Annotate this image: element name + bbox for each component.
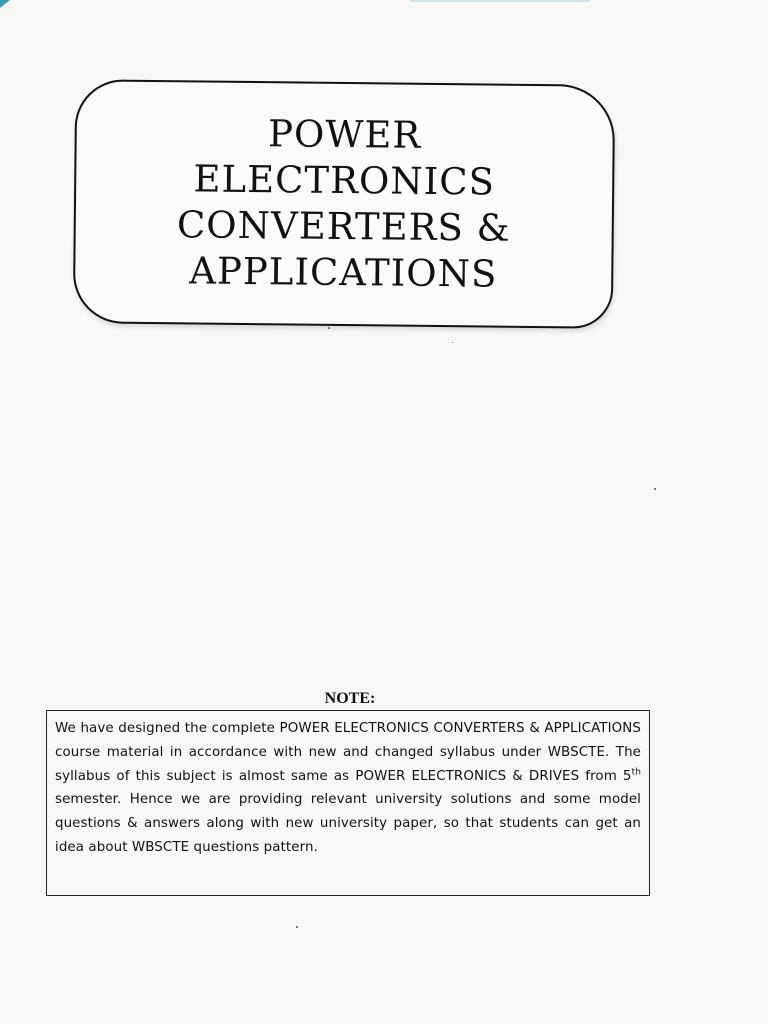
title-box bbox=[73, 79, 616, 329]
note-text-part: We have designed the complete POWER ELECTRONICS CONVERTERS & APPLICATIONS course material in accordance with new and changed syllabus under WBSCTE. The syllabus of this subject is almost same as POWER ELECTRONICS & DRIVES from 5 bbox=[55, 721, 641, 784]
corner-mark bbox=[0, 0, 10, 8]
title-line: POWER bbox=[267, 112, 422, 157]
scan-speck bbox=[452, 342, 453, 343]
note-text bbox=[55, 717, 641, 860]
scan-speck bbox=[296, 926, 298, 928]
top-edge-line bbox=[410, 0, 590, 2]
title-line: ELECTRONICS bbox=[193, 157, 496, 204]
note-heading: NOTE: bbox=[324, 690, 376, 707]
note-box bbox=[46, 710, 650, 896]
scan-speck bbox=[328, 327, 330, 329]
title-line: CONVERTERS & bbox=[176, 203, 511, 250]
note-text-part: semester. Hence we are providing relevant university solutions and some model questions & answers along with new university paper, so that students can get an idea about WBSCTE questions pattern. bbox=[55, 792, 641, 855]
title-line: APPLICATIONS bbox=[189, 249, 498, 296]
scan-speck bbox=[654, 488, 656, 490]
note-superscript: th bbox=[631, 767, 641, 778]
book-title bbox=[75, 109, 613, 299]
